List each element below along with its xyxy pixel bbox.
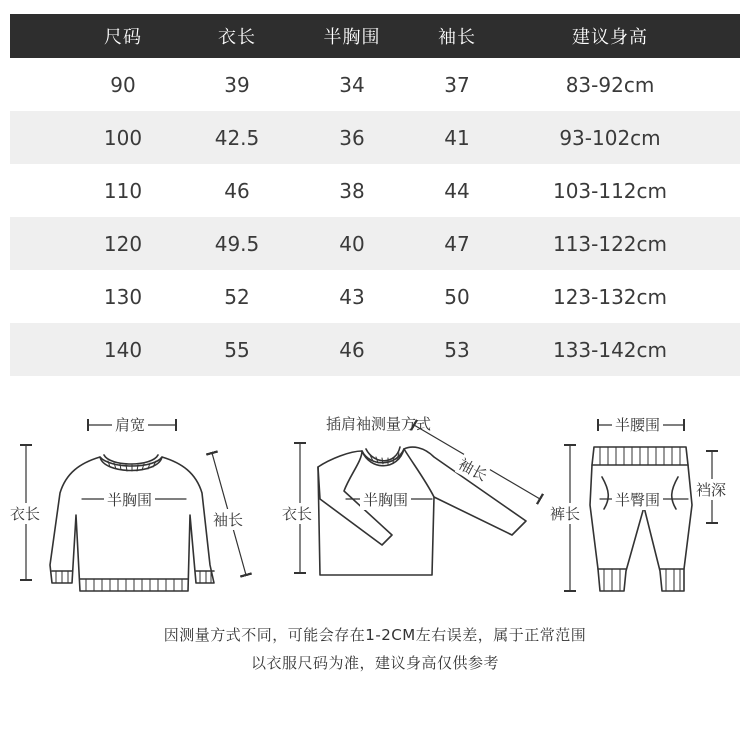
size-table (10, 14, 740, 376)
pants-waist-label: 半腰围 (612, 414, 663, 435)
cell-chest: 43 (339, 284, 365, 309)
cell-sleeve: 37 (444, 72, 470, 97)
cell-length: 39 (224, 72, 250, 97)
sweater-sleeve-label: 袖长 (213, 511, 244, 529)
cell-chest: 38 (339, 178, 365, 203)
cell-chest: 40 (339, 231, 365, 256)
table-row (10, 323, 740, 376)
pants-rise-label: 裆深 (696, 481, 727, 499)
pants-length-label: 裤长 (550, 505, 581, 523)
cell-chest: 34 (339, 72, 365, 97)
table-header (10, 14, 740, 58)
cell-height: 123-132cm (552, 284, 668, 309)
cell-height: 103-112cm (552, 178, 668, 203)
cell-height: 93-102cm (559, 125, 661, 150)
sweater-icon (50, 455, 214, 591)
raglan-sleeve-label: 袖长 (455, 454, 491, 485)
cell-size: 120 (103, 231, 143, 256)
header-length: 衣长 (218, 27, 256, 48)
raglan-shirt-icon (318, 447, 526, 575)
cell-size: 90 (110, 72, 136, 97)
table-row (10, 111, 740, 164)
cell-length: 55 (224, 337, 250, 362)
sweater-chest-label: 半胸围 (104, 489, 155, 510)
table-row (10, 217, 740, 270)
table-row (10, 58, 740, 111)
header-sleeve: 袖长 (438, 27, 476, 48)
cell-sleeve: 47 (444, 231, 470, 256)
cell-sleeve: 53 (444, 337, 470, 362)
note-line-2: 以衣服尺码为准，建议身高仅供参考 (250, 654, 499, 672)
cell-length: 49.5 (214, 231, 260, 256)
cell-length: 46 (224, 178, 250, 203)
table-row (10, 270, 740, 323)
sweater-length-label: 衣长 (10, 505, 41, 523)
header-chest: 半胸围 (323, 27, 381, 48)
cell-chest: 36 (339, 125, 365, 150)
raglan-length-label: 衣长 (282, 505, 313, 523)
cell-length: 42.5 (214, 125, 260, 150)
table-row (10, 164, 740, 217)
cell-size: 100 (103, 125, 143, 150)
cell-sleeve: 41 (444, 125, 470, 150)
measurement-diagrams (0, 395, 750, 605)
cell-size: 130 (103, 284, 143, 309)
cell-sleeve: 44 (444, 178, 470, 203)
cell-length: 52 (224, 284, 250, 309)
pants-thigh-label: 半臀围 (612, 489, 663, 510)
note-line-1: 因测量方式不同，可能会存在1-2CM左右误差，属于正常范围 (163, 626, 587, 644)
cell-size: 140 (103, 337, 143, 362)
cell-height: 133-142cm (552, 337, 668, 362)
header-size: 尺码 (104, 27, 142, 48)
raglan-chest-label: 半胸围 (360, 489, 411, 510)
pants-icon (590, 447, 692, 591)
cell-size: 110 (103, 178, 143, 203)
cell-height: 113-122cm (552, 231, 668, 256)
cell-sleeve: 50 (444, 284, 470, 309)
cell-height: 83-92cm (565, 72, 655, 97)
cell-chest: 46 (339, 337, 365, 362)
header-height: 建议身高 (572, 27, 648, 48)
sweater-shoulder-label: 肩宽 (112, 414, 148, 435)
raglan-title: 插肩袖测量方式 (326, 415, 432, 433)
